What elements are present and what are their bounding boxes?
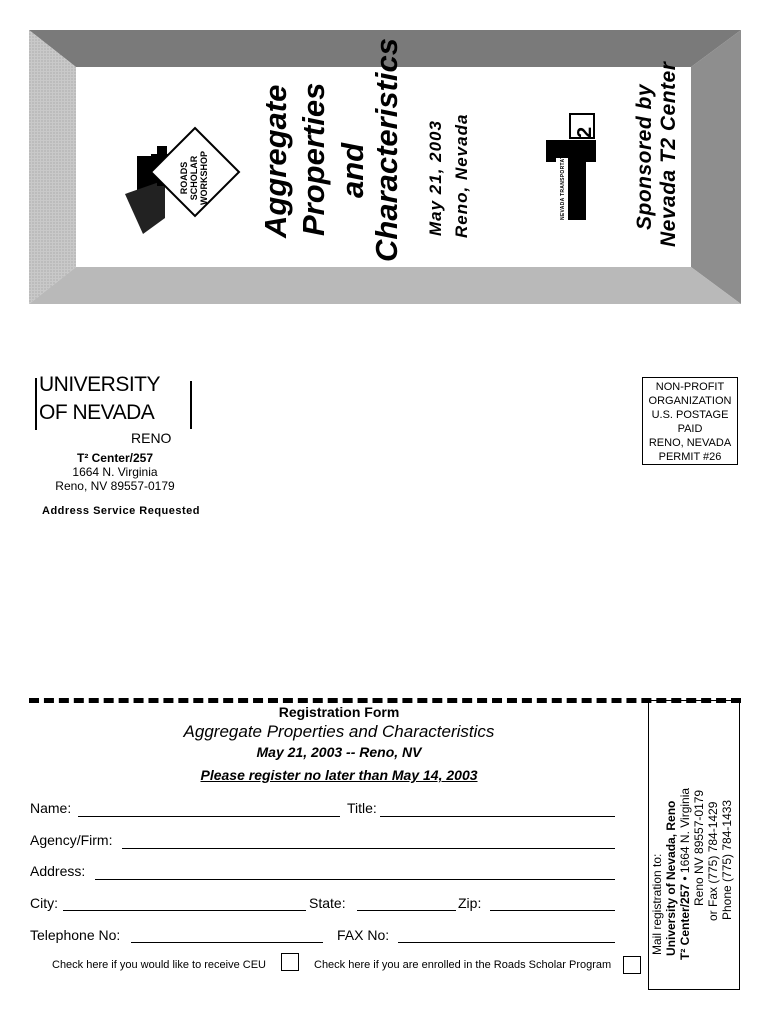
banner-location: Reno, Nevada [452,113,471,238]
cut-line [29,698,741,703]
telephone-field[interactable] [131,942,323,943]
zip-field[interactable] [490,910,615,911]
mail-to-line2: University of Nevada, Reno [664,800,678,956]
roads-scholar-checkbox[interactable] [623,956,641,974]
banner-title-line3: and [335,142,370,198]
agency-field[interactable] [122,848,615,849]
university-name-line1: UNIVERSITY [39,373,161,396]
telephone-label: Telephone No: [30,927,121,943]
nevada-t2-logo-mark: 2 [574,126,596,138]
address-service-requested: Address Service Requested [42,505,201,517]
ceu-checkbox[interactable] [281,953,299,971]
state-field[interactable] [357,910,456,911]
mail-to-line1: Mail registration to: [650,853,664,955]
city-label: City: [30,895,58,911]
roads-scholar-logo-text: ROADS SCHOLAR WORKSHOP [179,151,209,205]
sender-street: 1664 N. Virginia [72,465,158,479]
title-label: Title: [347,800,377,816]
mail-to-line6: Phone (775) 784-1433 [720,799,734,920]
university-name-line2: OF NEVADA [39,401,155,424]
form-subtitle: May 21, 2003 -- Reno, NV [256,744,422,760]
state-label: State: [309,895,346,911]
postage-indicia: NON-PROFIT ORGANIZATION U.S. POSTAGE PAID RENO, NEVADA PERMIT #26 [642,377,738,465]
banner-title-line2: Properties [296,82,331,236]
university-name-line3: RENO [131,430,172,446]
banner-sponsor-line1: Sponsored by [633,83,656,230]
banner-title-line4: Characteristics [369,37,404,262]
form-title: Aggregate Properties and Characteristics [183,722,495,741]
form-heading: Registration Form [278,704,400,720]
event-banner [29,30,741,304]
name-label: Name: [30,800,72,816]
sender-center: T² Center/257 [76,451,154,465]
ceu-checkbox-label: Check here if you would like to receive CEU [52,959,266,971]
mail-to-line3: T² Center/257 • 1664 N. Virginia [678,787,692,960]
roads-scholar-checkbox-label: Check here if you are enrolled in the Roads Scholar Program [314,959,612,971]
name-field[interactable] [78,816,340,817]
city-field[interactable] [63,910,306,911]
zip-label: Zip: [458,895,482,911]
banner-sponsor-line2: Nevada T2 Center [657,61,680,247]
mail-to-line5: or Fax (775) 784-1429 [706,801,720,921]
university-logo-bar-right [190,381,192,429]
fax-label: FAX No: [337,927,390,943]
form-deadline: Please register no later than May 14, 2003 [200,767,478,783]
agency-label: Agency/Firm: [30,832,113,848]
mail-to-line4: Reno NV 89557-0179 [692,789,706,906]
banner-date: May 21, 2003 [426,120,445,236]
banner-title-line1: Aggregate [258,84,293,238]
address-label: Address: [30,863,86,879]
university-logo-bar-left [35,378,37,430]
title-field[interactable] [380,816,615,817]
nevada-t2-logo-text: NEVADA TRANSPORTATION [560,145,566,220]
address-field[interactable] [95,879,615,880]
fax-field[interactable] [398,942,615,943]
sender-city: Reno, NV 89557-0179 [55,479,175,493]
